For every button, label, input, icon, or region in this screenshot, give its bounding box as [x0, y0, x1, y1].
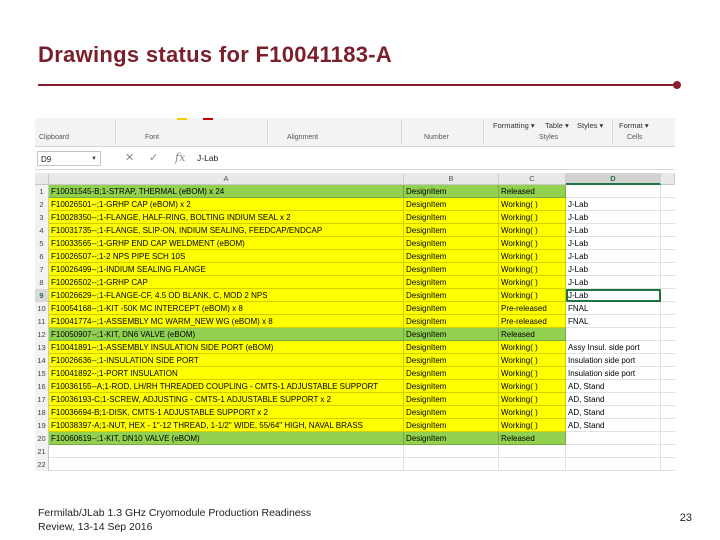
row-header[interactable]: 13 — [35, 341, 49, 354]
row-header[interactable]: 2 — [35, 198, 49, 211]
cell-part-name[interactable]: F10026502--;1-GRHP CAP — [49, 276, 404, 289]
row-header[interactable]: 9 — [35, 289, 49, 302]
cell-responsible[interactable]: J-Lab — [566, 198, 661, 211]
cell-responsible[interactable]: J-Lab — [566, 263, 661, 276]
insert-function-icon[interactable]: fx — [175, 151, 186, 164]
table-row — [35, 237, 675, 250]
cell-type[interactable]: DesignItem — [404, 237, 499, 250]
cell-type[interactable]: DesignItem — [404, 380, 499, 393]
format-cells-button[interactable]: Format ▾ — [619, 121, 649, 130]
cell-status[interactable]: Working( ) — [499, 380, 566, 393]
row-header[interactable]: 22 — [35, 458, 49, 471]
cell-column-e[interactable] — [661, 445, 675, 458]
cell-responsible[interactable]: FNAL — [566, 315, 661, 328]
cancel-icon[interactable]: ✕ — [125, 152, 135, 164]
cell-column-e[interactable] — [661, 224, 675, 237]
cell-part-name[interactable]: F10050907--;1-KIT, DN6 VALVE (eBOM) — [49, 328, 404, 341]
cell-part-name[interactable]: F10026629--;1-FLANGE-CF, 4.5 OD BLANK, C, MOD 2 NPS — [49, 289, 404, 302]
font-color-swatch — [203, 118, 213, 120]
row-header[interactable]: 11 — [35, 315, 49, 328]
row-header[interactable]: 4 — [35, 224, 49, 237]
cell-status[interactable]: Pre-released — [499, 302, 566, 315]
cell-column-e[interactable] — [661, 237, 675, 250]
cell-status[interactable]: Working( ) — [499, 198, 566, 211]
cell-status[interactable]: Working( ) — [499, 393, 566, 406]
ribbon-group-styles: Styles — [539, 134, 559, 141]
cell-responsible[interactable] — [566, 328, 661, 341]
cell-status[interactable]: Working( ) — [499, 276, 566, 289]
cell-status[interactable]: Working( ) — [499, 289, 566, 302]
ribbon-separator — [483, 120, 484, 144]
cell-part-name[interactable]: F10028350--;1-FLANGE, HALF-RING, BOLTING INDIUM SEAL x 2 — [49, 211, 404, 224]
cell-status[interactable]: Working( ) — [499, 224, 566, 237]
cell-column-e[interactable] — [661, 419, 675, 432]
ribbon-separator — [401, 120, 402, 144]
cell-status[interactable]: Working( ) — [499, 263, 566, 276]
cell-responsible[interactable]: Insulation side port — [566, 367, 661, 380]
cell-part-name[interactable]: F10036694-B;1-DISK, CMTS-1 ADJUSTABLE SUPPORT x 2 — [49, 406, 404, 419]
cell-column-e[interactable] — [661, 380, 675, 393]
table-row — [35, 406, 675, 419]
cell-type[interactable]: DesignItem — [404, 367, 499, 380]
ribbon-group-alignment: Alignment — [287, 134, 319, 141]
cell-column-e[interactable] — [661, 393, 675, 406]
cell-type[interactable] — [404, 445, 499, 458]
row-header[interactable]: 1 — [35, 185, 49, 198]
cell-type[interactable]: DesignItem — [404, 211, 499, 224]
cell-type[interactable] — [404, 458, 499, 471]
cell-column-e[interactable] — [661, 354, 675, 367]
cell-status[interactable]: Working( ) — [499, 367, 566, 380]
ribbon-group-number: Number — [424, 134, 449, 141]
select-all-corner[interactable] — [35, 173, 49, 185]
table-row — [35, 263, 675, 276]
cell-column-e[interactable] — [661, 458, 675, 471]
cell-part-name[interactable]: F10026501--;1-GRHP CAP (eBOM) x 2 — [49, 198, 404, 211]
table-row — [35, 328, 675, 341]
cell-column-e[interactable] — [661, 406, 675, 419]
slide-footer — [38, 506, 311, 534]
cell-status[interactable] — [499, 445, 566, 458]
table-row — [35, 380, 675, 393]
cell-type[interactable]: DesignItem — [404, 315, 499, 328]
cell-column-e[interactable] — [661, 328, 675, 341]
cell-type[interactable]: DesignItem — [404, 432, 499, 445]
cell-part-name[interactable]: F10060619--;1-KIT, DN10 VALVE (eBOM) — [49, 432, 404, 445]
ribbon-group-cells: Cells — [627, 134, 643, 141]
ribbon-separator — [612, 120, 613, 144]
table-row — [35, 198, 675, 211]
formula-bar — [35, 149, 675, 170]
table-row — [35, 224, 675, 237]
cell-column-e[interactable] — [661, 367, 675, 380]
footer-line-1: Fermilab/JLab 1.3 GHz Cryomodule Production Readiness — [38, 507, 312, 519]
cell-column-e[interactable] — [661, 198, 675, 211]
cell-type[interactable]: DesignItem — [404, 302, 499, 315]
title-underline — [38, 84, 678, 86]
cell-part-name[interactable]: F10054168--;1-KIT -50K MC INTERCEPT (eBOM) x 8 — [49, 302, 404, 315]
cell-part-name[interactable]: F10038397-A;1-NUT, HEX - 1"-12 THREAD, 1-1/2" WIDE, 55/64" HIGH, NAVAL BRASS — [49, 419, 404, 432]
cell-part-name[interactable]: F10031545-B;1-STRAP, THERMAL (eBOM) x 24 — [49, 185, 404, 198]
cell-part-name[interactable]: F10036155--A;1-ROD, LH/RH THREADED COUPLING - CMTS-1 ADJUSTABLE SUPPORT — [49, 380, 404, 393]
excel-ribbon — [35, 118, 675, 147]
column-header-a[interactable]: A — [49, 173, 404, 185]
row-header[interactable]: 16 — [35, 380, 49, 393]
table-row — [35, 367, 675, 380]
row-header[interactable]: 6 — [35, 250, 49, 263]
spreadsheet-screenshot — [35, 118, 675, 474]
cell-part-name[interactable]: F10036193-C;1-SCREW, ADJUSTING - CMTS-1 ADJUSTABLE SUPPORT x 2 — [49, 393, 404, 406]
ribbon-group-clipboard: Clipboard — [39, 134, 69, 141]
table-row — [35, 315, 675, 328]
cell-part-name[interactable]: F10033565--;1-GRHP END CAP WELDMENT (eBOM) — [49, 237, 404, 250]
cell-part-name[interactable] — [49, 458, 404, 471]
cell-responsible[interactable] — [566, 185, 661, 198]
cell-column-e[interactable] — [661, 185, 675, 198]
cell-responsible[interactable]: J-Lab — [566, 237, 661, 250]
row-header[interactable]: 7 — [35, 263, 49, 276]
table-row — [35, 458, 675, 471]
cell-part-name[interactable]: F10026499--;1-INDIUM SEALING FLANGE — [49, 263, 404, 276]
table-row — [35, 276, 675, 289]
cell-status[interactable]: Released — [499, 185, 566, 198]
cell-status[interactable]: Working( ) — [499, 419, 566, 432]
table-row — [35, 250, 675, 263]
cell-type[interactable]: DesignItem — [404, 276, 499, 289]
row-header[interactable]: 8 — [35, 276, 49, 289]
cell-status[interactable]: Pre-released — [499, 315, 566, 328]
cell-responsible[interactable]: AD, Stand — [566, 419, 661, 432]
cell-part-name[interactable]: F10031735--;1-FLANGE, SLIP-ON, INDIUM SEALING, FEEDCAP/ENDCAP — [49, 224, 404, 237]
cell-part-name[interactable]: F10026507--;1-2 NPS PIPE SCH 10S — [49, 250, 404, 263]
enter-check-icon[interactable]: ✓ — [149, 152, 159, 164]
cell-status[interactable]: Working( ) — [499, 406, 566, 419]
format-as-table-button[interactable]: Table ▾ — [545, 121, 569, 130]
cell-responsible[interactable]: J-Lab — [566, 224, 661, 237]
cell-type[interactable]: DesignItem — [404, 419, 499, 432]
cell-column-e[interactable] — [661, 315, 675, 328]
ribbon-separator — [267, 120, 268, 144]
cell-type[interactable]: DesignItem — [404, 328, 499, 341]
cell-type[interactable]: DesignItem — [404, 185, 499, 198]
name-box[interactable] — [37, 151, 101, 166]
cell-type[interactable]: DesignItem — [404, 406, 499, 419]
cell-status[interactable]: Working( ) — [499, 211, 566, 224]
cell-responsible[interactable]: FNAL — [566, 302, 661, 315]
cell-column-e[interactable] — [661, 263, 675, 276]
row-header[interactable]: 17 — [35, 393, 49, 406]
table-row — [35, 341, 675, 354]
footer-line-2: Review, 13-14 Sep 2016 — [38, 521, 153, 533]
cell-type[interactable]: DesignItem — [404, 393, 499, 406]
cell-status[interactable]: Working( ) — [499, 250, 566, 263]
cell-responsible[interactable]: AD, Stand — [566, 380, 661, 393]
row-header[interactable]: 18 — [35, 406, 49, 419]
row-header[interactable]: 15 — [35, 367, 49, 380]
cell-responsible[interactable]: Insulation side port — [566, 354, 661, 367]
ribbon-group-font: Font — [145, 134, 160, 141]
cell-responsible[interactable]: AD, Stand — [566, 393, 661, 406]
cell-type[interactable]: DesignItem — [404, 341, 499, 354]
cell-status[interactable]: Working( ) — [499, 354, 566, 367]
formula-input[interactable]: J-Lab — [197, 153, 219, 163]
cell-status[interactable]: Released — [499, 328, 566, 341]
row-header[interactable]: 3 — [35, 211, 49, 224]
row-header[interactable]: 12 — [35, 328, 49, 341]
column-header-d[interactable]: D — [566, 173, 661, 185]
cell-responsible[interactable]: AD, Stand — [566, 406, 661, 419]
title-underline-dot — [673, 81, 681, 89]
cell-type[interactable]: DesignItem — [404, 250, 499, 263]
cell-part-name[interactable]: F10041891--;1-ASSEMBLY INSULATION SIDE PORT (eBOM) — [49, 341, 404, 354]
cell-status[interactable]: Working( ) — [499, 237, 566, 250]
table-row — [35, 289, 675, 302]
table-row — [35, 302, 675, 315]
cell-type[interactable]: DesignItem — [404, 198, 499, 211]
cell-responsible[interactable]: J-Lab — [566, 250, 661, 263]
row-header[interactable]: 20 — [35, 432, 49, 445]
column-header-c[interactable]: C — [499, 173, 566, 185]
cell-status[interactable]: Released — [499, 432, 566, 445]
cell-type[interactable]: DesignItem — [404, 354, 499, 367]
column-header-b[interactable]: B — [404, 173, 499, 185]
column-header-e[interactable] — [661, 173, 675, 185]
cell-part-name[interactable]: F10026636--;1-INSULATION SIDE PORT — [49, 354, 404, 367]
slide-title: Drawings status for F10041183-A — [38, 42, 393, 67]
table-row — [35, 354, 675, 367]
row-header[interactable]: 19 — [35, 419, 49, 432]
cell-type[interactable]: DesignItem — [404, 263, 499, 276]
cell-column-e[interactable] — [661, 211, 675, 224]
table-row — [35, 211, 675, 224]
cell-column-e[interactable] — [661, 250, 675, 263]
cell-status[interactable] — [499, 458, 566, 471]
table-row — [35, 445, 675, 458]
cell-column-e[interactable] — [661, 432, 675, 445]
cell-column-e[interactable] — [661, 289, 675, 302]
table-row — [35, 432, 675, 445]
row-header[interactable]: 14 — [35, 354, 49, 367]
cell-type[interactable]: DesignItem — [404, 224, 499, 237]
table-row — [35, 393, 675, 406]
cell-type[interactable]: DesignItem — [404, 289, 499, 302]
cell-responsible[interactable] — [566, 445, 661, 458]
cell-part-name[interactable] — [49, 445, 404, 458]
cell-column-e[interactable] — [661, 302, 675, 315]
name-box-value: D9 — [41, 155, 52, 164]
highlight-color-swatch — [177, 118, 187, 120]
cell-responsible[interactable]: J-Lab — [566, 211, 661, 224]
page-number: 23 — [679, 512, 692, 524]
cell-status[interactable]: Working( ) — [499, 341, 566, 354]
cell-responsible[interactable] — [566, 432, 661, 445]
row-header[interactable]: 10 — [35, 302, 49, 315]
table-row — [35, 419, 675, 432]
cell-part-name[interactable]: F10041774--;1-ASSEMBLY MC WARM_NEW WG (eBOM) x 8 — [49, 315, 404, 328]
cell-responsible[interactable]: J-Lab — [566, 276, 661, 289]
ribbon-separator — [115, 120, 116, 144]
cell-column-e[interactable] — [661, 341, 675, 354]
table-row — [35, 185, 675, 198]
cell-column-e[interactable] — [661, 276, 675, 289]
cell-responsible[interactable]: Assy Insul. side port — [566, 341, 661, 354]
row-header[interactable]: 5 — [35, 237, 49, 250]
cell-styles-button[interactable]: Styles ▾ — [577, 121, 604, 130]
conditional-formatting-button[interactable]: Formatting ▾ — [493, 121, 535, 130]
cell-part-name[interactable]: F10041892--;1-PORT INSULATION — [49, 367, 404, 380]
cell-responsible[interactable] — [566, 458, 661, 471]
chevron-down-icon[interactable]: ▼ — [91, 156, 97, 162]
cell-responsible[interactable]: J-Lab — [566, 289, 661, 302]
row-header[interactable]: 21 — [35, 445, 49, 458]
